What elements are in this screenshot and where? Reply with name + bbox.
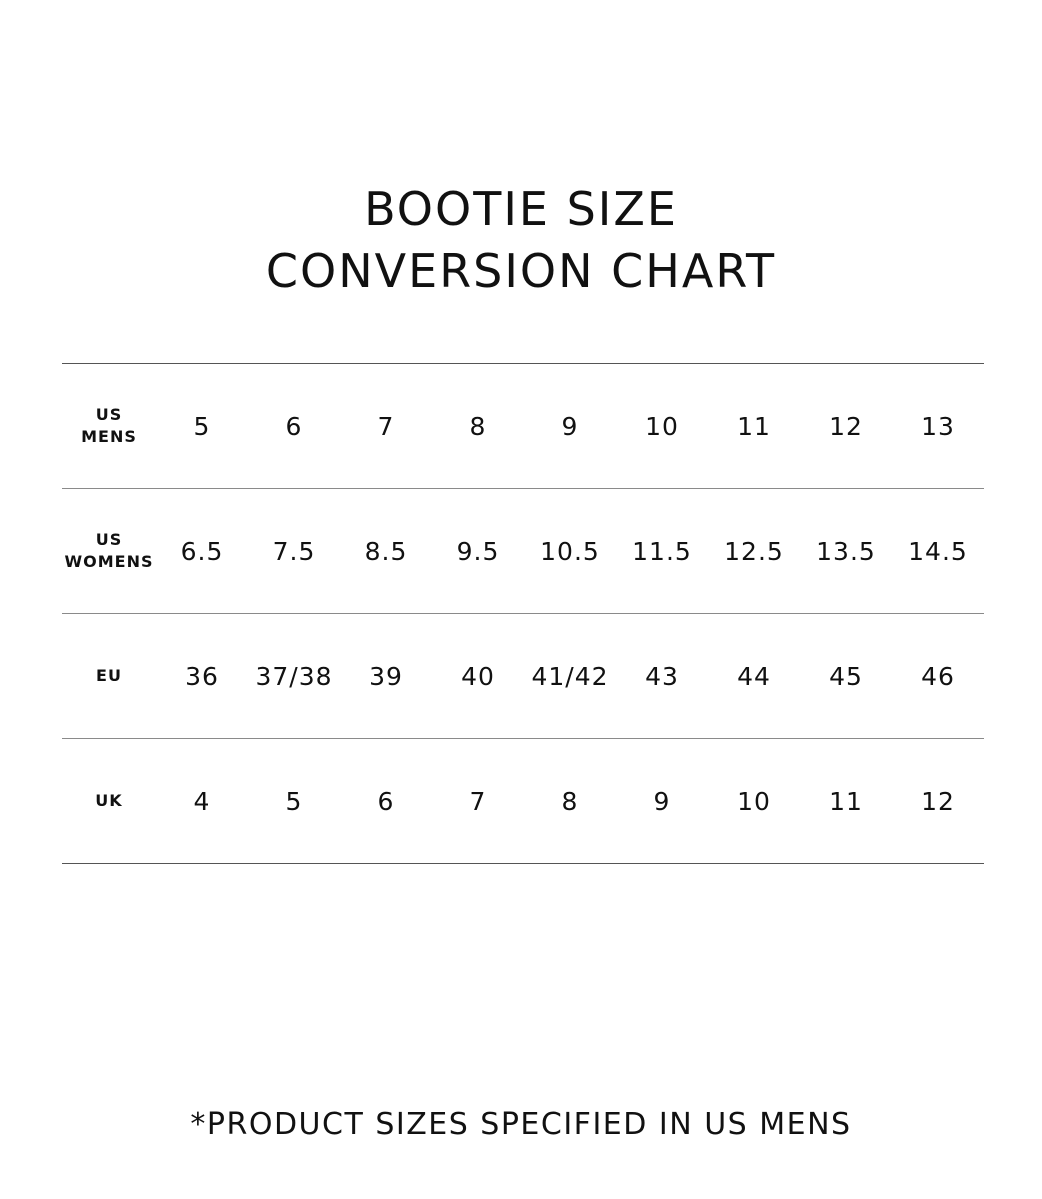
table-cell: 8: [469, 411, 487, 441]
table-cell: 11: [829, 786, 863, 816]
table-cell: 4: [193, 786, 211, 816]
table-cell: 41/42: [531, 661, 609, 691]
row-label: EU: [96, 666, 122, 685]
table-cell: 7: [469, 786, 487, 816]
table-cell: 12.5: [724, 536, 784, 566]
title-line-2: CONVERSION CHART: [265, 244, 777, 298]
table-cell: 13.5: [816, 536, 876, 566]
table-cell: 45: [829, 661, 863, 691]
page-title: [0, 178, 1042, 302]
table-row-eu: [62, 614, 984, 738]
table-row-us-mens: [62, 364, 984, 488]
table-cell: 6.5: [180, 536, 224, 566]
table-cell: 9: [561, 411, 579, 441]
table-cell: 36: [185, 661, 219, 691]
table-cell: 40: [461, 661, 495, 691]
table-cell: 10: [737, 786, 771, 816]
table-cell: 12: [829, 411, 863, 441]
row-label: US WOMENS: [64, 530, 154, 571]
table-cell: 5: [193, 411, 211, 441]
table-cell: 11: [737, 411, 771, 441]
row-label: US MENS: [81, 405, 137, 446]
table-cell: 44: [737, 661, 771, 691]
table-cell: 9: [653, 786, 671, 816]
table-cell: 7: [377, 411, 395, 441]
table-cell: 10: [645, 411, 679, 441]
table-cell: 12: [921, 786, 955, 816]
table-cell: 43: [645, 661, 679, 691]
table-cell: 8: [561, 786, 579, 816]
table-cell: 7.5: [272, 536, 316, 566]
table-cell: 37/38: [255, 661, 333, 691]
table-cell: 10.5: [540, 536, 600, 566]
table-cell: 5: [285, 786, 303, 816]
row-label: UK: [95, 791, 123, 810]
table-cell: 11.5: [632, 536, 692, 566]
table-bottom-rule: [62, 863, 984, 864]
table-cell: 6: [285, 411, 303, 441]
table-cell: 9.5: [456, 536, 500, 566]
table-cell: 8.5: [364, 536, 408, 566]
size-conversion-table: [62, 363, 984, 864]
table-row-us-womens: [62, 489, 984, 613]
table-cell: 6: [377, 786, 395, 816]
table-cell: 39: [369, 661, 403, 691]
title-line-1: BOOTIE SIZE: [364, 182, 678, 236]
table-cell: 14.5: [908, 536, 968, 566]
table-row-uk: [62, 739, 984, 863]
table-cell: 13: [921, 411, 955, 441]
table-cell: 46: [921, 661, 955, 691]
footnote: *PRODUCT SIZES SPECIFIED IN US MENS: [190, 1107, 852, 1142]
